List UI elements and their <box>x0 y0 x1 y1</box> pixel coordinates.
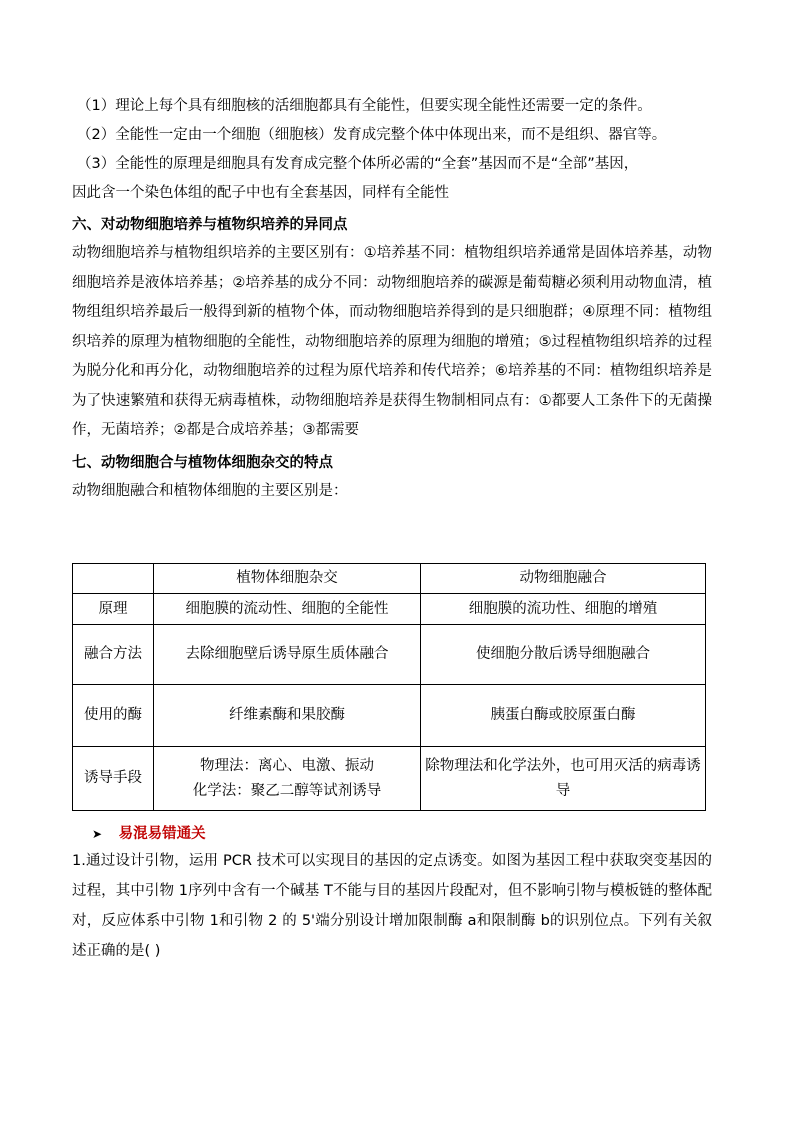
row-label: 融合方法 <box>73 625 154 685</box>
row-label: 诱导手段 <box>73 747 154 811</box>
document-page <box>72 92 712 506</box>
section-7-heading: 七、动物细胞合与植物体细胞杂交的特点 <box>72 453 333 471</box>
section-6-heading: 六、对动物细胞培养与植物织培养的异同点 <box>72 216 348 233</box>
table-header-plant: 植物体细胞杂交 <box>154 564 421 594</box>
row-label: 原理 <box>73 594 154 625</box>
tip-heading <box>92 820 206 848</box>
question-1: 1.通过设计引物，运用 PCR 技术可以实现目的基因的定点诱变。如图为基因工程中获取突变基因的过程，其中引物 1序列中含有一个碱基 T不能与目的基因片段配对，但不影响引物与模板链的整体配对，反应体系中引物 1和引物 2 的 5'端分别设计增加限制酶 a和限制酶 b的识别位点。下列有关叙述正确的是( ) <box>72 853 712 959</box>
row-animal: 除物理法和化学法外，也可用灭活的病毒诱导 <box>421 747 706 811</box>
row-plant-line-1: 物理法：离心、电激、振动 <box>200 757 374 774</box>
table-row <box>73 594 706 625</box>
tip-title: 易混易错通关 <box>118 825 206 842</box>
row-plant <box>154 747 421 811</box>
row-label: 使用的酶 <box>73 685 154 747</box>
point-1: （1）理论上每个具有细胞核的活细胞都具有全能性，但要实现全能性还需要一定的条件。 <box>77 98 652 114</box>
row-plant: 去除细胞壁后诱导原生质体融合 <box>154 625 421 685</box>
point-3-continued: 因此含一个染色体组的配子中也有全套基因，同样有全能性 <box>72 185 449 201</box>
row-plant-line-2: 化学法：聚乙二醇等试剂诱导 <box>192 782 382 799</box>
table-row <box>73 625 706 685</box>
point-2: （2）全能性一定由一个细胞（细胞核）发育成完整个体中体现出来，而不是组织、器官等。 <box>77 127 667 143</box>
row-plant: 纤维素酶和果胶酶 <box>154 685 421 747</box>
row-plant: 细胞膜的流动性、细胞的全能性 <box>154 594 421 625</box>
comparison-table <box>72 563 706 811</box>
row-animal: 使细胞分散后诱导细胞融合 <box>421 625 706 685</box>
table-header-row <box>73 564 706 594</box>
table-row <box>73 685 706 747</box>
arrow-icon: ➤ <box>92 827 103 841</box>
table-row <box>73 747 706 811</box>
table-header-animal: 动物细胞融合 <box>421 564 706 594</box>
point-3: （3）全能性的原理是细胞具有发育成完整个体所必需的“全套”基因而不是“全部”基因， <box>77 156 639 172</box>
row-animal: 胰蛋白酶或胶原蛋白酶 <box>421 685 706 747</box>
table-header-empty <box>73 564 154 594</box>
row-animal: 细胞膜的流功性、细胞的增殖 <box>421 594 706 625</box>
section-6-body: 动物细胞培养与植物组织培养的主要区别有：①培养基不同：植物组织培养通常是固体培养基，动物细胞培养是液体培养基；②培养基的成分不同：动物细胞培养的碳源是葡萄糖必须利用动物血清，植物组组织培养最后一般得到新的植物个体，而动物细胞培养得到的是只细胞群；④原理不同：植物组织培养的原理为植物细胞的全能性，动物细胞培养的原理为细胞的增殖；⑤过程植物组织培养的过程为脱分化和再分化，动物细胞培养的过程为原代培养和传代培养；⑥培养基的不同：植物组织培养是为了快速繁殖和获得无病毒植株，动物细胞培养是获得生物制相同点有：①都要人工条件下的无菌操作，无菌培养；②都是合成培养基；③都需要 <box>72 245 712 438</box>
section-7-intro: 动物细胞融合和植物体细胞的主要区别是： <box>72 482 348 499</box>
